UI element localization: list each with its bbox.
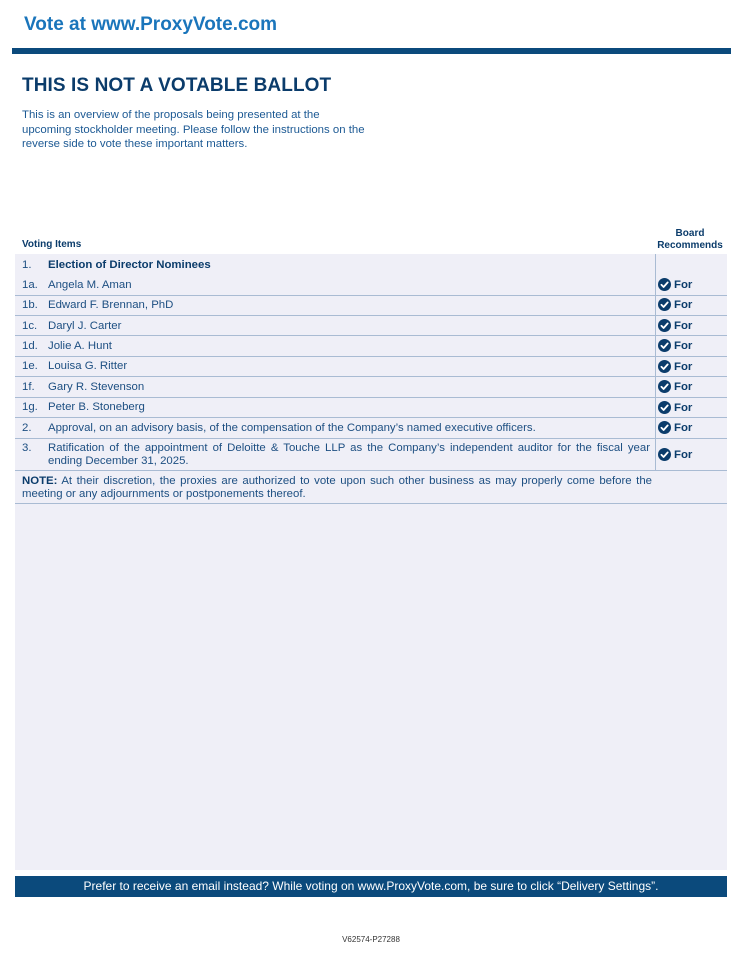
intro-text: This is an overview of the proposals being presented at the upcoming stockholder meeting. Please follow the instructions on the reverse side to vote these important matters. [22,109,365,150]
row-divider [15,438,727,439]
item-number: 1e. [22,360,38,372]
row-divider [15,503,727,504]
check-circle-icon [658,421,671,434]
recommendation-label: For [674,339,693,352]
voting-items-header: Voting Items [22,239,82,250]
check-circle-icon [658,339,671,352]
item-number: 1b. [22,299,38,311]
section-number: 1. [22,259,32,271]
recommendation-label: For [674,401,693,414]
item-label: Gary R. Stevenson [48,381,145,393]
row-divider [15,470,727,471]
item-label: Angela M. Aman [48,279,132,291]
row-divider [15,417,727,418]
item-number: 1f. [22,381,35,393]
row-divider [15,397,727,398]
row-divider [15,315,727,316]
item-recommendation [658,360,692,373]
item-recommendation [658,448,692,461]
item-recommendation [658,421,692,434]
check-circle-icon [658,380,671,393]
item-number: 1a. [22,279,38,291]
item-label: Jolie A. Hunt [48,340,112,352]
board-header-line1: Board [675,228,705,239]
item-number: 3. [22,442,32,454]
row-divider [15,376,727,377]
check-circle-icon [658,278,671,291]
item-number: 1c. [22,320,38,332]
board-header-line2: Recommends [657,239,723,251]
item-recommendation [658,339,692,352]
recommendation-label: For [674,360,693,373]
recommendation-label: For [674,319,693,332]
item-number: 1g. [22,401,38,413]
footer-banner: Prefer to receive an email instead? While voting on www.ProxyVote.com, be sure to click “Delivery Settings”. [15,876,727,897]
note-text [22,475,652,501]
board-recommends-header [652,228,728,251]
check-circle-icon [658,360,671,373]
item-number: 1d. [22,340,38,352]
section-title: Election of Director Nominees [48,259,211,271]
item-recommendation [658,319,692,332]
item-recommendation [658,298,692,311]
recommendation-label: For [674,278,693,291]
item-recommendation [658,278,692,291]
item-label: Ratification of the appointment of Deloitte & Touche LLP as the Company’s independent auditor for the fiscal year ending December 31, 2025. [48,442,650,467]
recommendation-label: For [674,380,693,393]
item-label: Approval, on an advisory basis, of the compensation of the Company’s named executive officers. [48,422,536,434]
item-recommendation [658,380,692,393]
recommendation-label: For [674,298,693,311]
item-recommendation [658,401,692,414]
document-code: V62574-P27288 [342,935,400,944]
header-url: Vote at www.ProxyVote.com [24,14,278,35]
row-divider [15,295,727,296]
check-circle-icon [658,298,671,311]
item-label: Daryl J. Carter [48,320,122,332]
item-number: 2. [22,422,32,434]
recommendation-label: For [674,448,693,461]
header-divider [12,48,731,54]
page-title: THIS IS NOT A VOTABLE BALLOT [22,75,332,96]
item-label: Peter B. Stoneberg [48,401,145,413]
item-label: Edward F. Brennan, PhD [48,299,174,311]
item-label: Louisa G. Ritter [48,360,128,372]
voting-panel [15,254,727,870]
check-circle-icon [658,319,671,332]
check-circle-icon [658,448,671,461]
row-divider [15,356,727,357]
row-divider [15,335,727,336]
note-label: NOTE: [22,475,58,487]
note-body: At their discretion, the proxies are authorized to vote upon such other business as may properly come before the meeting or any adjournments or postponements thereof. [22,475,652,500]
recommendation-label: For [674,421,693,434]
check-circle-icon [658,401,671,414]
